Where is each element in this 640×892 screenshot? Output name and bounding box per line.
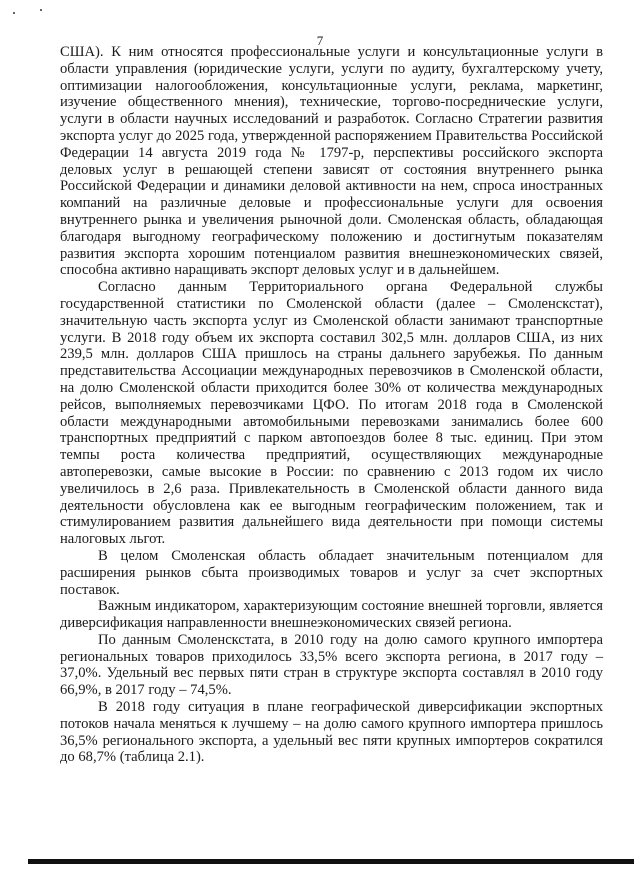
paragraph-transport-services: Согласно данным Территориального органа Федеральной службы государственной статистики по Смоленской области (далее – Смоленскстат), значительную часть экспорта услуг из Смоленской области занимают транспортные услуги. В 2018 году объем их экспорта составил 302,5 млн. долларов США, из них 239,5 млн. долларов США пришлось на страны дальнего зарубежья. По данным представительства Ассоциации международных перевозчиков в Смоленской области, на долю Смоленской области приходится более 30% от количества международных рейсов, выполняемых перевозчиками ЦФО. По итогам 2018 года в Смоленской области международными автомобильными перевозками занимались более 600 транспортных предприятий с парком автопоездов более 8 тыс. единиц. При этом темпы роста количества предприятий, осуществляющих международные автоперевозки, самые высокие в России: по сравнению с 2013 годом их число увеличилось в 2,6 раза. Привлекательность в Смоленской области данного вида деятельности обусловлена как ее выгодным географическим положением, так и стимулированием развития дальнейшего вида деятельности при помощи системы налоговых льгот. — [60, 279, 603, 548]
paragraph-2018-situation: В 2018 году ситуация в плане географической диверсификации экспортных потоков начала меняться к лучшему – на долю самого крупного импортера пришлось 36,5% регионального экспорта, а удельный вес пяти крупных импортеров сократился до 68,7% (таблица 2.1). — [60, 699, 603, 766]
document-body — [60, 44, 603, 766]
page-number: 7 — [316, 33, 324, 48]
scan-speck — [40, 9, 42, 11]
paragraph-export-potential: В целом Смоленская область обладает значительным потенциалом для расширения рынков сбыта производимых товаров и услуг за счет экспортных поставок. — [60, 547, 603, 598]
paragraph-importer-shares: По данным Смоленскстата, в 2010 году на долю самого крупного импортера региональных товаров приходилось 33,5% всего экспорта региона, в 2017 году – 37,0%. Удельный вес первых пяти стран в структуре экспорта составлял в 2010 году 66,9%, в 2017 году – 74,5%. — [60, 631, 603, 699]
paragraph-diversification-indicator: Важным индикатором, характеризующим состояние внешней торговли, является диверсификация направленности внешнеэкономических связей региона. — [60, 598, 603, 632]
bottom-rule — [28, 859, 634, 864]
paragraph-business-services: США). К ним относятся профессиональные услуги и консультационные услуги в области управления (юридические услуги, услуги по аудиту, бухгалтерскому учету, оптимизации налогообложения, консультационные услуги, реклама, маркетинг, изучение общественного мнения), технические, торгово-посреднические услуги, услуги в области научных исследований и разработок. Согласно Стратегии развития экспорта услуг до 2025 года, утвержденной распоряжением Правительства Российской Федерации 14 августа 2019 года № 1797-р, перспективы российского экспорта деловых услуг в решающей степени зависят от состояния внутреннего рынка Российской Федерации и динамики деловой активности на нем, спроса иностранных компаний на различные деловые и профессиональные услуги для освоения внутреннего рынка и увеличения рыночной доли. Смоленская область, обладающая благодаря выгодному географическому положению и достигнутым показателям развития экспорта хорошим потенциалом развития внешнеэкономических связей, способна активно наращивать экспорт деловых услуг и в дальнейшем. — [60, 44, 603, 279]
scan-speck — [13, 12, 15, 14]
